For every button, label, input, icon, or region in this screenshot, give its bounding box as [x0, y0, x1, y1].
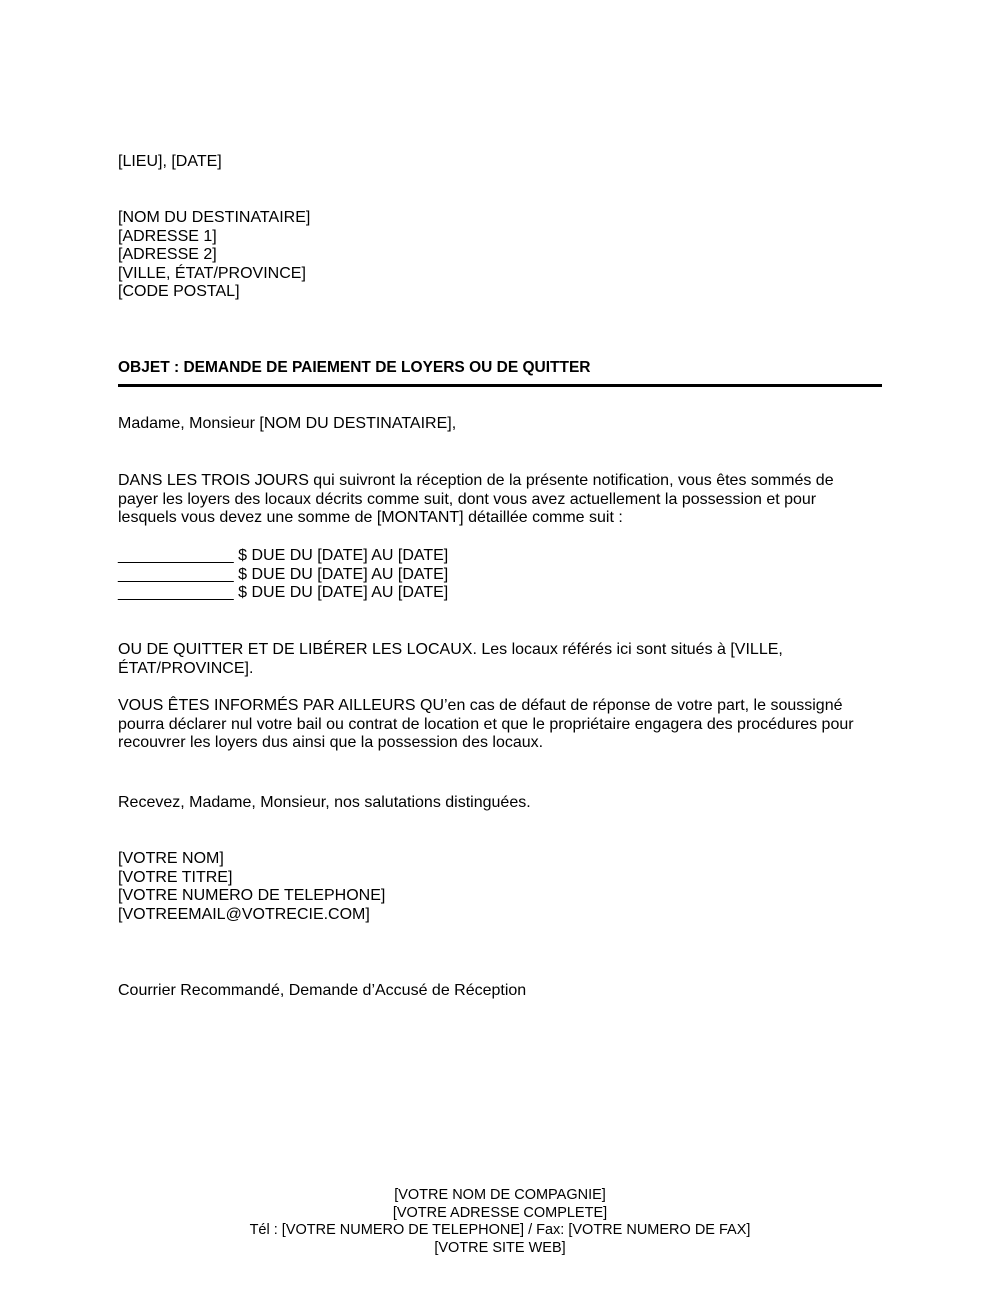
subject-line — [118, 359, 884, 378]
recipient-postal-code: [CODE POSTAL] — [118, 283, 240, 301]
subject-divider — [118, 384, 882, 387]
paragraph-line: VOUS ÊTES INFORMÉS PAR AILLEURS QU’en cas de défaut de réponse de votre part, le soussigné — [118, 697, 843, 714]
subject-text: OBJET : DEMANDE DE PAIEMENT DE LOYERS OU DE QUITTER — [118, 359, 591, 376]
letterhead-footer — [0, 1187, 1000, 1257]
amounts-due-list — [118, 547, 884, 603]
amount-due-text: $ DUE DU [DATE] AU [DATE] — [233, 584, 449, 602]
paragraph-line: DANS LES TROIS JOURS qui suivront la réception de la présente notification, vous êtes sommés de — [118, 472, 834, 489]
sender-name: [VOTRE NOM] — [118, 850, 224, 867]
delivery-note-text: Courrier Recommandé, Demande d’Accusé de Réception — [118, 982, 527, 999]
signature-block — [118, 850, 884, 924]
paragraph-demand — [118, 472, 884, 528]
amount-due-row — [118, 566, 884, 585]
footer-address: [VOTRE ADRESSE COMPLETE] — [392, 1204, 608, 1221]
footer-contact: Tél : [VOTRE NUMERO DE TELEPHONE] / Fax: [VOTRE NUMERO DE FAX] — [249, 1222, 751, 1239]
recipient-address-1: [ADRESSE 1] — [118, 227, 217, 245]
paragraph-line: pourra déclarer nul votre bail ou contrat de location et que le propriétaire engagera des procédures pour — [118, 715, 854, 733]
amount-blank-field[interactable]: _____________ — [118, 565, 234, 583]
sender-phone: [VOTRE NUMERO DE TELEPHONE] — [118, 887, 386, 905]
paragraph-line: recouvrer les loyers dus ainsi que la possession des locaux. — [118, 734, 544, 752]
sender-email: [VOTREEMAIL@VOTRECIE.COM] — [118, 905, 370, 923]
salutation — [118, 415, 884, 434]
amount-due-row — [118, 584, 884, 603]
paragraph-notice — [118, 697, 884, 753]
footer-company: [VOTRE NOM DE COMPAGNIE] — [394, 1187, 606, 1203]
amount-blank-field[interactable]: _____________ — [118, 584, 234, 602]
footer-website: [VOTRE SITE WEB] — [434, 1239, 566, 1256]
paragraph-line: payer les loyers des locaux décrits comme suit, dont vous avez actuellement la possession et pour — [118, 490, 817, 508]
recipient-address-2: [ADRESSE 2] — [118, 246, 217, 264]
paragraph-vacate — [118, 641, 884, 678]
salutation-text: Madame, Monsieur [NOM DU DESTINATAIRE], — [118, 415, 457, 432]
delivery-note — [118, 982, 884, 1001]
paragraph-line: lesquels vous devez une somme de [MONTANT] détaillée comme suit : — [118, 509, 623, 527]
amount-blank-field[interactable]: _____________ — [118, 547, 234, 564]
closing-text: Recevez, Madame, Monsieur, nos salutations distinguées. — [118, 794, 531, 811]
amount-due-text: $ DUE DU [DATE] AU [DATE] — [233, 547, 449, 564]
place-date-text: [LIEU], [DATE] — [118, 153, 222, 170]
place-date — [118, 153, 884, 172]
recipient-city-state: [VILLE, ÉTAT/PROVINCE] — [118, 264, 306, 282]
amount-due-text: $ DUE DU [DATE] AU [DATE] — [233, 565, 449, 583]
recipient-name: [NOM DU DESTINATAIRE] — [118, 209, 311, 226]
sender-title: [VOTRE TITRE] — [118, 868, 233, 886]
closing — [118, 794, 884, 813]
recipient-address-block — [118, 209, 884, 302]
paragraph-line: ÉTAT/PROVINCE]. — [118, 659, 254, 677]
paragraph-line: OU DE QUITTER ET DE LIBÉRER LES LOCAUX. Les locaux référés ici sont situés à [VILLE, — [118, 641, 783, 658]
amount-due-row — [118, 547, 884, 566]
